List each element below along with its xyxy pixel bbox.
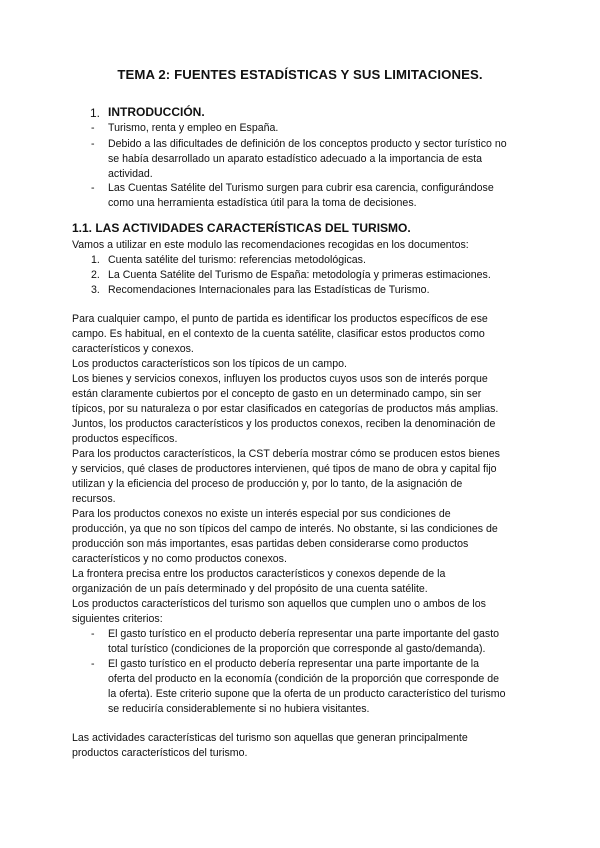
section-intro-line: Vamos a utilizar en este modulo las recomendaciones recogidas en los documentos:	[72, 239, 469, 251]
criteria-marker: -	[91, 628, 95, 640]
page-title: TEMA 2: FUENTES ESTADÍSTICAS Y SUS LIMITACIONES.	[117, 67, 483, 82]
bullet-marker: -	[91, 182, 95, 194]
body-line: campo. Es habitual, en el contexto de la cuenta satélite, clasificar estos productos como	[72, 328, 485, 340]
intro-bullet-line: actividad.	[108, 168, 153, 180]
list-item: Cuenta satélite del turismo: referencias metodológicas.	[108, 254, 366, 266]
list-number: 1.	[91, 254, 100, 266]
body-line: están claramente cubiertos por el concepto de gasto en un determinado campo, sin ser	[72, 388, 482, 400]
body-line: característicos y no como productos conexos.	[72, 553, 287, 565]
intro-bullet-line: se había desarrollado un aparato estadístico adecuado a la importancia de esta	[108, 153, 482, 165]
list-item: Recomendaciones Internacionales para las Estadísticas de Turismo.	[108, 284, 430, 296]
list-number: 3.	[91, 284, 100, 296]
bullet-marker: -	[91, 122, 95, 134]
body-line: Para los productos característicos, la CST debería mostrar cómo se producen estos bienes	[72, 448, 500, 460]
closing-line: Las actividades características del turismo son aquellas que generan principalmente	[72, 732, 468, 744]
body-line: producción, ya que no son típicos del campo de interés. No obstante, si las condiciones de	[72, 523, 498, 535]
body-line: Los productos característicos del turismo son aquellos que cumplen uno o ambos de los	[72, 598, 486, 610]
criteria-line: El gasto turístico en el producto debería representar una parte importante de la	[108, 658, 480, 670]
bullet-marker: -	[91, 138, 95, 150]
body-line: Juntos, los productos característicos y los productos conexos, reciben la denominación de	[72, 418, 496, 430]
criteria-line: total turístico (condiciones de la proporción que corresponde al gasto/demanda).	[108, 643, 486, 655]
body-line: producción son más importantes, esas partidas deben considerarse como productos	[72, 538, 469, 550]
intro-heading: INTRODUCCIÓN.	[108, 105, 205, 119]
body-line: utilizan y la eficiencia del proceso de producción y, por lo tanto, de la asignación de	[72, 478, 463, 490]
criteria-line: la oferta). Este criterio supone que la oferta de un producto característico del turismo	[108, 688, 506, 700]
body-line: Para cualquier campo, el punto de partida es identificar los productos específicos de ese	[72, 313, 488, 325]
criteria-line: se reduciría considerablemente si no hubiera visitantes.	[108, 703, 370, 715]
body-line: recursos.	[72, 493, 116, 505]
body-line: Los productos característicos son los típicos de un campo.	[72, 358, 347, 370]
body-line: Para los productos conexos no existe un interés especial por sus condiciones de	[72, 508, 451, 520]
intro-bullet-line: Turismo, renta y empleo en España.	[108, 122, 279, 134]
intro-number: 1.	[90, 106, 101, 120]
body-line: Los bienes y servicios conexos, influyen los productos cuyos usos son de interés porque	[72, 373, 488, 385]
body-line: productos específicos.	[72, 433, 178, 445]
list-number: 2.	[91, 269, 100, 281]
intro-bullet-line: Debido a las dificultades de definición de los conceptos producto y sector turístico no	[108, 138, 507, 150]
body-line: La frontera precisa entre los productos característicos y conexos depende de la	[72, 568, 446, 580]
body-line: organización de un país determinado y del propósito de una cuenta satélite.	[72, 583, 428, 595]
body-line: típicos, por su naturaleza o por estar clasificados en categorías de productos más amplias.	[72, 403, 499, 415]
body-line: siguientes criterios:	[72, 613, 163, 625]
intro-bullet-line: Las Cuentas Satélite del Turismo surgen para cubrir esa carencia, configurándose	[108, 182, 494, 194]
body-line: y servicios, qué clases de productores intervienen, qué tipos de mano de obra y capital fijo	[72, 463, 497, 475]
body-line: característicos y conexos.	[72, 343, 194, 355]
criteria-line: El gasto turístico en el producto debería representar una parte importante del gasto	[108, 628, 500, 640]
list-item: La Cuenta Satélite del Turismo de España: metodología y primeras estimaciones.	[108, 269, 491, 281]
section-heading: 1.1. LAS ACTIVIDADES CARACTERÍSTICAS DEL TURISMO.	[72, 221, 411, 235]
criteria-marker: -	[91, 658, 95, 670]
criteria-line: oferta del producto en la economía (condición de la proporción que corresponde de	[108, 673, 500, 685]
closing-line: productos característicos del turismo.	[72, 747, 248, 759]
intro-bullet-line: como una herramienta estadística útil para la toma de decisiones.	[108, 197, 417, 209]
